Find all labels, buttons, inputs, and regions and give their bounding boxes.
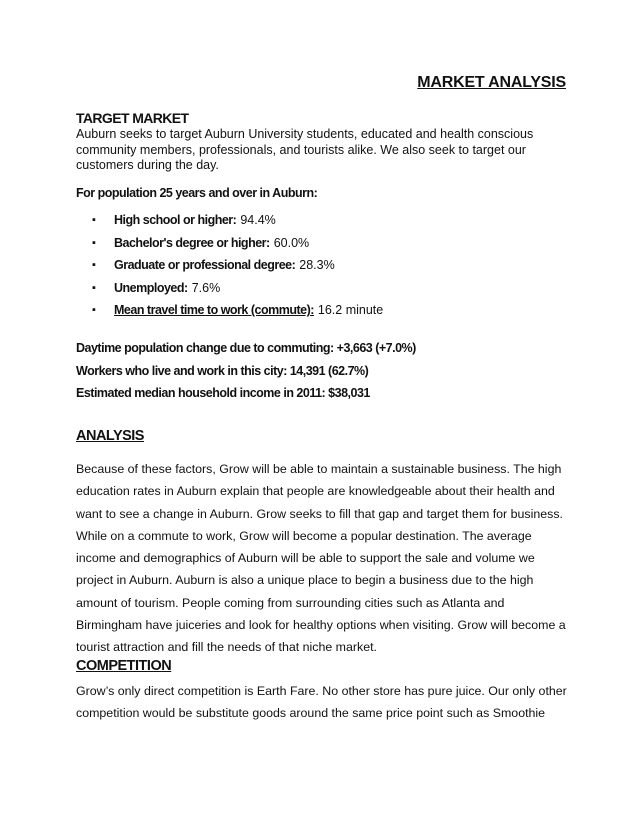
target-market-heading: TARGET MARKET xyxy=(76,110,189,126)
population-bullet-list xyxy=(92,209,562,322)
bullet-value: 28.3% xyxy=(299,258,335,273)
bullet-marker: ▪ xyxy=(92,214,96,227)
list-item xyxy=(92,232,562,255)
bullet-marker: ▪ xyxy=(92,281,96,294)
competition-body: Grow’s only direct competition is Earth Fare. No other store has pure juice. Our only other competition would be substitute goods around the same price point such as Smoothie xyxy=(76,684,567,721)
competition-heading: COMPETITION xyxy=(76,658,172,674)
document-title: MARKET ANALYSIS xyxy=(417,74,566,91)
bullet-value: 60.0% xyxy=(273,235,310,250)
bullet-value: 7.6% xyxy=(191,280,221,295)
bullet-label: Mean travel time to work (commute): xyxy=(114,303,314,318)
population-heading: For population 25 years and over in Auburn: xyxy=(76,186,318,200)
bullet-marker: ▪ xyxy=(92,236,96,249)
bullet-marker: ▪ xyxy=(92,304,96,317)
analysis-body: Because of these factors, Grow will be able to maintain a sustainable business. The high education rates in Auburn explain that people are knowledgeable about their health and want to see a change in Auburn. Grow seeks to fill that gap and target them for business. While on a commute to work, Grow will become a popular destination. The average income and demographics of Auburn will be able to support the sale and volume we project in Auburn. Auburn is also a unique place to begin a business due to the high amount of tourism. People coming from surrounding cities such as Atlanta and Birmingham have juiceries and look for healthy options when visiting. Grow will become a tourist attraction and fill the needs of that niche market. xyxy=(76,462,566,655)
bullet-value: 16.2 minute xyxy=(317,303,384,318)
bullet-marker: ▪ xyxy=(92,259,96,272)
list-item xyxy=(92,254,562,277)
target-market-intro: Auburn seeks to target Auburn University students, educated and health conscious community members, professionals, and tourists alike. We also seek to target our customers during the day. xyxy=(76,127,534,172)
stat-daytime-population: Daytime population change due to commuting: +3,663 (+7.0%) xyxy=(76,341,416,356)
stat-median-income: Estimated median household income in 2011: $38,031 xyxy=(76,386,370,401)
bullet-label: High school or higher: xyxy=(114,213,237,228)
bullet-label: Unemployed: xyxy=(114,280,188,295)
stat-workers-local: Workers who live and work in this city: 14,391 (62.7%) xyxy=(76,363,369,378)
commute-stats xyxy=(76,337,576,405)
list-item xyxy=(92,277,562,300)
bullet-label: Bachelor's degree or higher: xyxy=(114,235,270,250)
list-item xyxy=(92,299,562,322)
list-item xyxy=(92,209,562,232)
analysis-heading: ANALYSIS xyxy=(76,428,144,444)
bullet-label: Graduate or professional degree: xyxy=(114,258,296,273)
bullet-value: 94.4% xyxy=(240,213,276,228)
